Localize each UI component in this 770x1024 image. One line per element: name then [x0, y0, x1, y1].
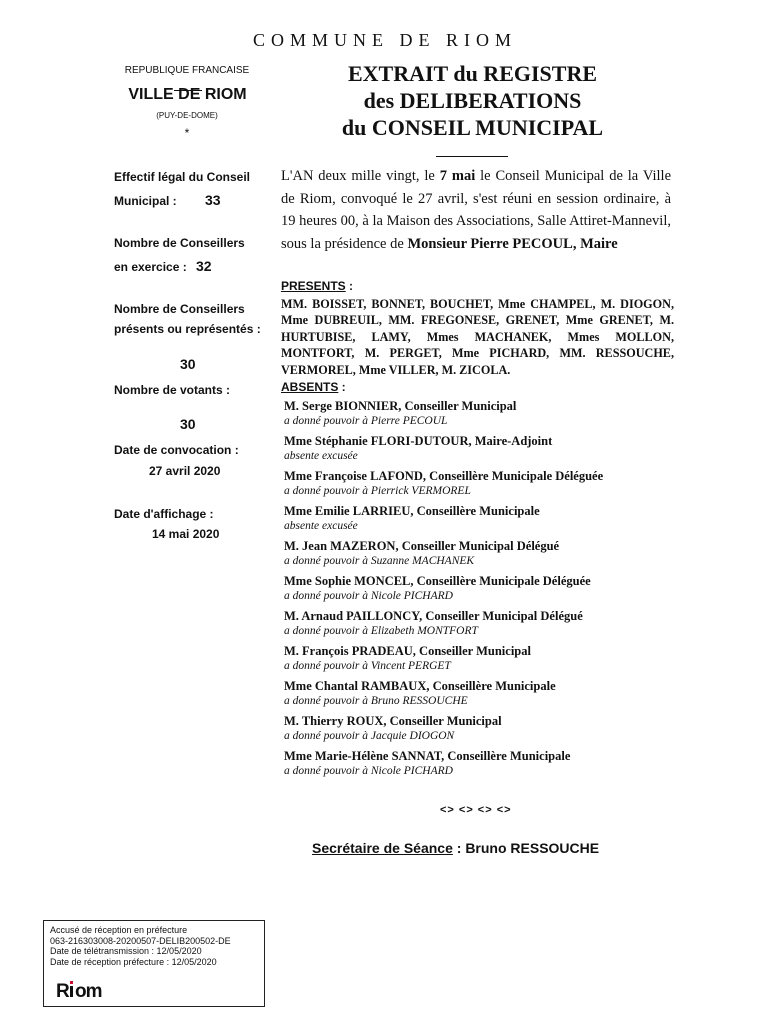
intro-paragraph	[281, 165, 671, 255]
svg-text:R: R	[56, 981, 69, 1000]
svg-text:om: om	[75, 981, 102, 1000]
absent-status: a donné pouvoir à Vincent PERGET	[284, 660, 451, 672]
votants-value: 30	[180, 416, 196, 432]
presents-heading	[281, 279, 353, 293]
prefecture-receipt	[43, 920, 265, 1007]
republique-label: REPUBLIQUE FRANCAISE	[124, 65, 250, 76]
effectif-label-1: Effectif légal du Conseil	[114, 170, 251, 184]
absent-name: Mme Sophie MONCEL, Conseillère Municipale Déléguée	[284, 574, 591, 588]
absent-status: a donné pouvoir à Nicole PICHARD	[284, 590, 453, 602]
affichage-label: Date d'affichage :	[114, 507, 214, 521]
absent-name: M. Thierry ROUX, Conseiller Municipal	[284, 714, 502, 728]
absents-heading-suffix: :	[338, 380, 346, 394]
star-ornament: *	[184, 126, 190, 140]
absent-status: a donné pouvoir à Bruno RESSOUCHE	[284, 695, 468, 707]
absent-item	[284, 714, 674, 743]
absent-status: a donné pouvoir à Pierrick VERMOREL	[284, 485, 471, 497]
riom-logo-icon	[56, 980, 118, 1000]
title-line-1: EXTRAIT du REGISTRE	[347, 61, 598, 86]
exercice-label-2: en exercice :	[114, 260, 187, 274]
convocation-label: Date de convocation :	[114, 443, 239, 457]
section-separator: <> <> <> <>	[440, 804, 512, 816]
secretaire-label: Secrétaire de Séance	[312, 840, 453, 856]
convocation-value: 27 avril 2020	[149, 464, 221, 478]
absent-status: a donné pouvoir à Pierre PECOUL	[284, 415, 448, 427]
votants-label: Nombre de votants :	[114, 383, 231, 397]
absent-item	[284, 749, 674, 778]
president-name: Monsieur Pierre PECOUL, Maire	[407, 235, 618, 252]
commune-header: COMMUNE DE RIOM	[252, 30, 517, 50]
absents-heading	[281, 380, 346, 394]
presents-list: MM. BOISSET, BONNET, BOUCHET, Mme CHAMPEL, M. DIOGON, Mme DUBREUIL, MM. FREGONESE, GRENET, Mme GRENET, M. HURTUBISE, LAMY, Mmes MACHANEK, Mmes MOLLON, MONTFORT, M. PERGET, Mme PICHARD, MM. RESSOUCHE, VERMOREL, Mme VILLER, M. ZICOLA.	[281, 297, 674, 377]
effectif-label-2: Municipal :	[114, 194, 177, 208]
absent-item	[284, 574, 674, 603]
absent-item	[284, 469, 674, 498]
receipt-line-1: Accusé de réception en préfecture	[50, 925, 188, 935]
absent-item	[284, 679, 674, 708]
absent-name: M. François PRADEAU, Conseiller Municipal	[284, 644, 531, 658]
ville-name: VILLE DE RIOM	[128, 86, 247, 103]
absent-name: M. Arnaud PAILLONCY, Conseiller Municipal Délégué	[284, 609, 583, 623]
absents-heading-text: ABSENTS	[281, 380, 339, 394]
meeting-date: 7 mai	[439, 168, 476, 184]
presents-heading-text: PRESENTS	[281, 279, 346, 293]
departement-label: (PUY-DE-DOME)	[156, 111, 218, 120]
presents-label-2: présents ou représentés :	[114, 322, 261, 336]
secretaire-line	[312, 840, 599, 856]
absent-name: M. Serge BIONNIER, Conseiller Municipal	[284, 399, 517, 413]
absent-status: a donné pouvoir à Nicole PICHARD	[284, 765, 453, 777]
absent-status: a donné pouvoir à Jacquie DIOGON	[284, 730, 455, 742]
receipt-line-2: 063-216303008-20200507-DELIB200502-DE	[50, 935, 231, 946]
absent-status: a donné pouvoir à Suzanne MACHANEK	[284, 555, 475, 567]
absent-name: Mme Emilie LARRIEU, Conseillère Municipale	[284, 504, 540, 518]
document-title	[300, 60, 645, 141]
absent-name: M. Jean MAZERON, Conseiller Municipal Délégué	[284, 539, 560, 553]
presents-heading-suffix: :	[345, 279, 354, 293]
absent-item	[284, 644, 674, 673]
intro-part-1: L'AN deux mille vingt, le	[281, 168, 440, 184]
exercice-label-1: Nombre de Conseillers	[114, 236, 245, 250]
secretaire-name: : Bruno RESSOUCHE	[452, 840, 600, 856]
absent-name: Mme Stéphanie FLORI-DUTOUR, Maire-Adjoint	[284, 434, 553, 448]
effectif-value: 33	[205, 192, 221, 208]
receipt-line-4: Date de réception préfecture : 12/05/2020	[50, 956, 217, 967]
absent-name: Mme Marie-Hélène SANNAT, Conseillère Municipale	[284, 749, 571, 763]
title-line-3: du CONSEIL MUNICIPAL	[341, 115, 604, 140]
absent-status: absente excusée	[284, 450, 358, 462]
absent-name: Mme Chantal RAMBAUX, Conseillère Municipale	[284, 679, 556, 693]
title-line-2: des DELIBERATIONS	[363, 88, 582, 113]
absent-item	[284, 434, 674, 463]
absent-item	[284, 504, 674, 533]
absent-status: a donné pouvoir à Elizabeth MONTFORT	[284, 625, 478, 637]
exercice-value: 32	[196, 258, 212, 274]
absent-item	[284, 399, 674, 428]
absent-name: Mme Françoise LAFOND, Conseillère Municipale Déléguée	[284, 469, 604, 483]
absent-status: absente excusée	[284, 520, 358, 532]
title-rule	[436, 156, 508, 157]
absent-item	[284, 609, 674, 638]
receipt-line-3: Date de télétransmission : 12/05/2020	[50, 946, 202, 956]
intro-part-2: le Conseil Municipal de la Ville de Riom, convoqué le 27 avril, s'est réuni en session ordinaire, à 19 heures 00, à la Maison des Associations, Salle Attiret-Mannevil, sous la présidence de	[281, 168, 671, 252]
absent-item	[284, 539, 674, 568]
presents-value: 30	[180, 356, 196, 372]
presents-label-1: Nombre de Conseillers	[114, 302, 245, 316]
affichage-value: 14 mai 2020	[152, 527, 220, 541]
